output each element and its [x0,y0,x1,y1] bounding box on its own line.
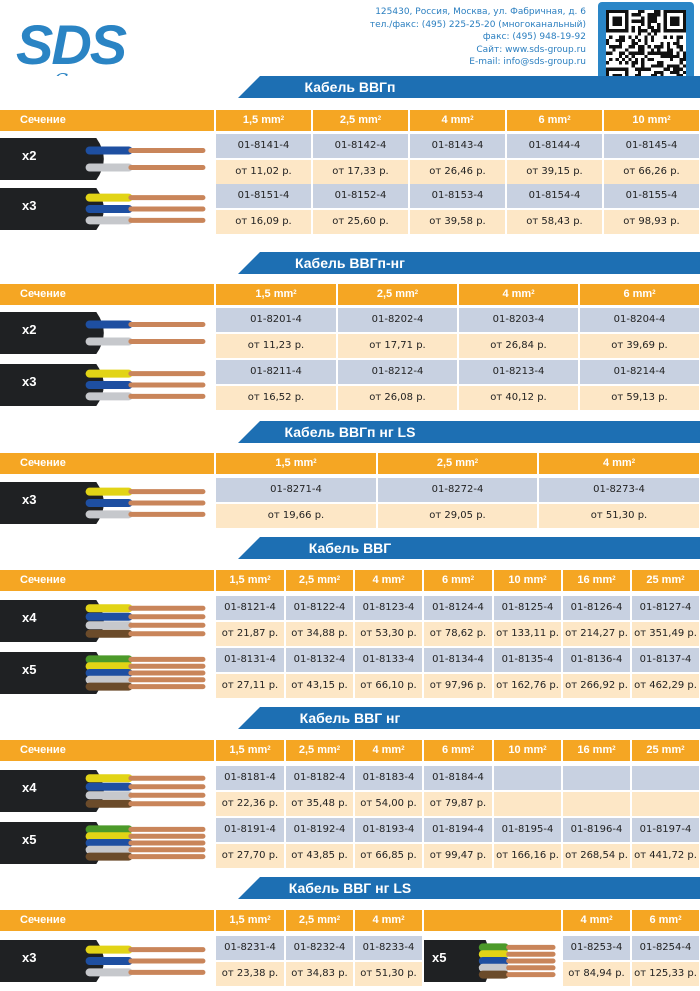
size-header-value: 4 mm [372,744,402,756]
size-header-unit-sup: 2 [567,116,571,122]
size-header [216,740,284,761]
size-header-value: 2,5 mm [436,457,475,469]
article-code: 01-8213-4 [459,360,578,384]
size-header-unit-sup: 2 [267,576,271,582]
article-code [632,766,699,790]
price-value: от 43,85 р. [286,844,353,868]
contact-site: Сайт: www.sds-group.ru [476,44,586,55]
price-value: от 441,72 р. [632,844,699,868]
article-code: 01-8127-4 [632,596,699,620]
price-value: от 268,54 р. [563,844,630,868]
price-value: от 27,11 р. [216,674,284,698]
core-count: x2 [22,148,37,163]
size-header-value: 1,5 mm [275,457,314,469]
section-label: Сечение [0,740,214,761]
cable-image [0,478,214,528]
contact-fax: факс: (495) 948-19-92 [482,32,586,42]
size-header [494,570,561,591]
price-value: от 16,09 р. [216,210,311,234]
size-header-value: 6 mm [441,744,471,756]
article-code: 01-8141-4 [216,134,311,158]
core-count: x3 [22,492,37,507]
article-code: 01-8136-4 [563,648,630,672]
article-code: 01-8181-4 [216,766,284,790]
size-header [604,110,699,131]
contact-phone: тел./факс: (495) 225-25-20 (многоканальный) [369,19,586,30]
cable-image [0,766,214,816]
article-code: 01-8121-4 [216,596,284,620]
price-value: от 16,52 р. [216,386,336,410]
article-code: 01-8132-4 [286,648,353,672]
size-header [216,453,376,474]
core-count: x2 [22,322,37,337]
price-value: от 166,16 р. [494,844,561,868]
size-header-unit-sup: 2 [681,576,685,582]
size-header [424,570,492,591]
size-header-value: 2,5 mm [376,288,415,300]
contact-block [370,6,586,69]
size-header-value: 10 mm [508,744,544,756]
section-title: Кабель ВВГ нг [299,710,401,726]
article-code: 01-8143-4 [410,134,505,158]
size-header-b-value: 6 mm [649,914,679,926]
core-count-b: x5 [432,950,447,965]
size-header-value: 2,5 mm [339,114,378,126]
price-value: от 11,23 р. [216,334,336,358]
size-header [424,740,492,761]
size-header [494,740,561,761]
price-value: от 53,30 р. [355,622,422,646]
article-code: 01-8125-4 [494,596,561,620]
article-code: 01-8195-4 [494,818,561,842]
size-header-value: 6 mm [441,574,471,586]
cable-image [0,818,214,868]
size-header [632,740,699,761]
article-code: 01-8191-4 [216,818,284,842]
contact-email: E-mail: info@sds-group.ru [469,57,586,67]
article-code: 01-8182-4 [286,766,353,790]
size-header-unit-sup: 2 [267,746,271,752]
section-label: Сечение [0,110,214,131]
section-title-band [0,707,700,729]
size-header-value: 25 mm [646,744,682,756]
cable-image [0,308,214,358]
article-code: 01-8183-4 [355,766,422,790]
size-header [410,110,505,131]
price-value: от 27,70 р. [216,844,284,868]
price-value: от 39,69 р. [580,334,699,358]
size-header-unit-sup: 2 [377,116,382,122]
article-code: 01-8131-4 [216,648,284,672]
article-code: 01-8192-4 [286,818,353,842]
size-header-value: 16 mm [577,744,613,756]
price-value: от 462,29 р. [632,674,699,698]
size-header-value: 6 mm [538,114,568,126]
size-header-unit-sup: 2 [401,576,405,582]
article-code: 01-8231-4 [216,936,284,960]
size-header-unit-sup: 2 [612,746,616,752]
size-header-value: 10 mm [632,114,668,126]
size-header-value: 1,5 mm [229,574,268,586]
size-header-unit-sup: 2 [414,290,419,296]
size-header-value: 1,5 mm [255,288,294,300]
size-header-unit-sup: 2 [336,916,341,922]
size-header-value: 2,5 mm [298,914,337,926]
price-value [632,792,699,816]
section-title: Кабель ВВГп нг LS [284,424,416,440]
size-header-unit-sup: 2 [474,459,479,465]
size-header [216,284,336,305]
article-code: 01-8122-4 [286,596,353,620]
price-value: от 26,08 р. [338,386,457,410]
section-title-band [0,421,700,443]
size-header-b-value: 4 mm [580,914,610,926]
price-value: от 26,46 р. [410,160,505,184]
size-header-value: 4 mm [502,288,532,300]
cable-image [0,134,214,184]
size-header [286,570,353,591]
size-header-b-unit-sup: 2 [678,916,682,922]
size-header-unit-sup: 2 [667,116,671,122]
price-value [563,792,630,816]
article-code: 01-8232-4 [286,936,353,960]
section-title-band [0,877,700,899]
section-title: Кабель ВВГп-нг [295,255,405,271]
article-code: 01-8142-4 [313,134,408,158]
price-value: от 351,49 р. [632,622,699,646]
article-code: 01-8152-4 [313,184,408,208]
article-code: 01-8272-4 [378,478,537,502]
article-code: 01-8133-4 [355,648,422,672]
article-code: 01-8203-4 [459,308,578,332]
article-code: 01-8124-4 [424,596,492,620]
article-code: 01-8144-4 [507,134,602,158]
size-header-unit-sup: 2 [470,576,475,582]
price-value-b: от 84,94 р. [563,962,630,986]
size-header-value: 25 mm [646,574,682,586]
size-header-value: 4 mm [441,114,471,126]
section-title-band [0,76,700,98]
size-header-unit-sup: 2 [267,916,271,922]
price-value: от 59,13 р. [580,386,699,410]
article-code: 01-8211-4 [216,360,336,384]
price-value: от 66,85 р. [355,844,422,868]
size-header [216,110,311,131]
price-value: от 17,33 р. [313,160,408,184]
size-header [539,453,699,474]
price-value: от 34,88 р. [286,622,353,646]
price-value: от 43,15 р. [286,674,353,698]
cable-image [0,936,214,986]
size-header-unit-sup: 2 [293,290,297,296]
price-value: от 66,26 р. [604,160,699,184]
article-code: 01-8194-4 [424,818,492,842]
price-value: от 23,38 р. [216,962,284,986]
size-header-value: 1,5 mm [229,744,268,756]
size-header-value: 2,5 mm [298,744,337,756]
price-value: от 133,11 р. [494,622,561,646]
price-value: от 17,71 р. [338,334,457,358]
price-value: от 11,02 р. [216,160,311,184]
size-header [459,284,578,305]
size-header-unit-sup: 2 [336,576,341,582]
logo-sds-text: SDS [16,14,126,76]
section-title-band [0,537,700,559]
article-code: 01-8204-4 [580,308,699,332]
size-header-value: 2,5 mm [298,574,337,586]
price-value: от 79,87 р. [424,792,492,816]
price-value: от 51,30 р. [355,962,422,986]
core-count: x5 [22,662,37,677]
price-value: от 21,87 р. [216,622,284,646]
article-code: 01-8196-4 [563,818,630,842]
size-header-value: 16 mm [577,574,613,586]
size-header-value: 10 mm [508,574,544,586]
article-code: 01-8151-4 [216,184,311,208]
price-value: от 26,84 р. [459,334,578,358]
size-header-unit-sup: 2 [401,916,405,922]
size-header-b [563,910,630,931]
price-value: от 29,05 р. [378,504,537,528]
contact-address: 125430, Россия, Москва, ул. Фабричная, д. 6 [375,7,586,17]
size-header-value: 1,5 mm [242,114,281,126]
size-header-unit-sup: 2 [401,746,405,752]
size-header-unit-sup: 2 [470,116,474,122]
size-header [338,284,457,305]
price-value: от 19,66 р. [216,504,376,528]
size-header-unit-sup: 2 [280,116,285,122]
section-title: Кабель ВВГп [304,79,396,95]
size-header-value: 4 mm [372,914,402,926]
price-value: от 25,60 р. [313,210,408,234]
size-header [355,910,422,931]
size-header [563,570,630,591]
size-header-unit-sup: 2 [631,459,636,465]
article-code-b: 01-8254-4 [632,936,699,960]
article-code: 01-8126-4 [563,596,630,620]
price-value: от 214,27 р. [563,622,630,646]
price-value: от 266,92 р. [563,674,630,698]
size-header [216,910,284,931]
size-header-value: 4 mm [602,457,632,469]
cable-image [0,184,214,234]
size-header-b-unit-sup: 2 [609,916,613,922]
core-count: x3 [22,198,37,213]
section-title: Кабель ВВГ нг LS [288,880,412,896]
size-header [580,284,699,305]
size-header [216,570,284,591]
article-code: 01-8193-4 [355,818,422,842]
article-code: 01-8155-4 [604,184,699,208]
article-code-b: 01-8253-4 [563,936,630,960]
price-value: от 22,36 р. [216,792,284,816]
size-header [378,453,537,474]
article-code: 01-8201-4 [216,308,336,332]
size-header-value: 1,5 mm [229,914,268,926]
section-label: Сечение [0,570,214,591]
article-code: 01-8134-4 [424,648,492,672]
price-value: от 58,43 р. [507,210,602,234]
price-value-b: от 125,33 р. [632,962,699,986]
price-value: от 35,48 р. [286,792,353,816]
article-code [494,766,561,790]
size-header-unit-sup: 2 [652,290,656,296]
article-code: 01-8184-4 [424,766,492,790]
size-header-unit-sup: 2 [313,459,317,465]
size-header-value: 4 mm [372,574,402,586]
article-code: 01-8135-4 [494,648,561,672]
price-value: от 54,00 р. [355,792,422,816]
core-count: x3 [22,950,37,965]
article-code: 01-8273-4 [539,478,699,502]
core-count: x4 [22,780,37,795]
size-header [286,740,353,761]
core-count: x3 [22,374,37,389]
size-header [286,910,353,931]
cable-image [0,596,214,646]
price-value: от 99,47 р. [424,844,492,868]
size-header-value: 6 mm [623,288,653,300]
article-code: 01-8197-4 [632,818,699,842]
article-code: 01-8153-4 [410,184,505,208]
article-code: 01-8214-4 [580,360,699,384]
article-code: 01-8233-4 [355,936,422,960]
size-header [313,110,408,131]
article-code [563,766,630,790]
price-value: от 39,15 р. [507,160,602,184]
size-header-unit-sup: 2 [336,746,341,752]
core-count: x5 [22,832,37,847]
size-header [355,570,422,591]
header-gap [424,910,561,931]
price-value: от 97,96 р. [424,674,492,698]
price-value [494,792,561,816]
cable-image [0,648,214,698]
size-header-unit-sup: 2 [531,290,535,296]
section-label: Сечение [0,910,214,931]
price-value: от 51,30 р. [539,504,699,528]
size-header [632,570,699,591]
core-count: x4 [22,610,37,625]
price-value: от 162,76 р. [494,674,561,698]
size-header [507,110,602,131]
size-header [355,740,422,761]
section-title-band [0,252,700,274]
price-value: от 66,10 р. [355,674,422,698]
price-value: от 34,83 р. [286,962,353,986]
size-header-b [632,910,699,931]
article-code: 01-8123-4 [355,596,422,620]
size-header-unit-sup: 2 [612,576,616,582]
price-value: от 40,12 р. [459,386,578,410]
article-code: 01-8271-4 [216,478,376,502]
article-code: 01-8145-4 [604,134,699,158]
cable-image-b [424,936,561,986]
article-code: 01-8202-4 [338,308,457,332]
price-value: от 78,62 р. [424,622,492,646]
price-value: от 39,58 р. [410,210,505,234]
article-code: 01-8137-4 [632,648,699,672]
size-header-unit-sup: 2 [681,746,685,752]
size-header-unit-sup: 2 [543,576,547,582]
cable-image [0,360,214,410]
size-header-unit-sup: 2 [470,746,475,752]
section-title: Кабель ВВГ [308,540,392,556]
size-header [563,740,630,761]
section-label: Сечение [0,453,214,474]
section-label: Сечение [0,284,214,305]
price-value: от 98,93 р. [604,210,699,234]
article-code: 01-8212-4 [338,360,457,384]
article-code: 01-8154-4 [507,184,602,208]
size-header-unit-sup: 2 [543,746,547,752]
